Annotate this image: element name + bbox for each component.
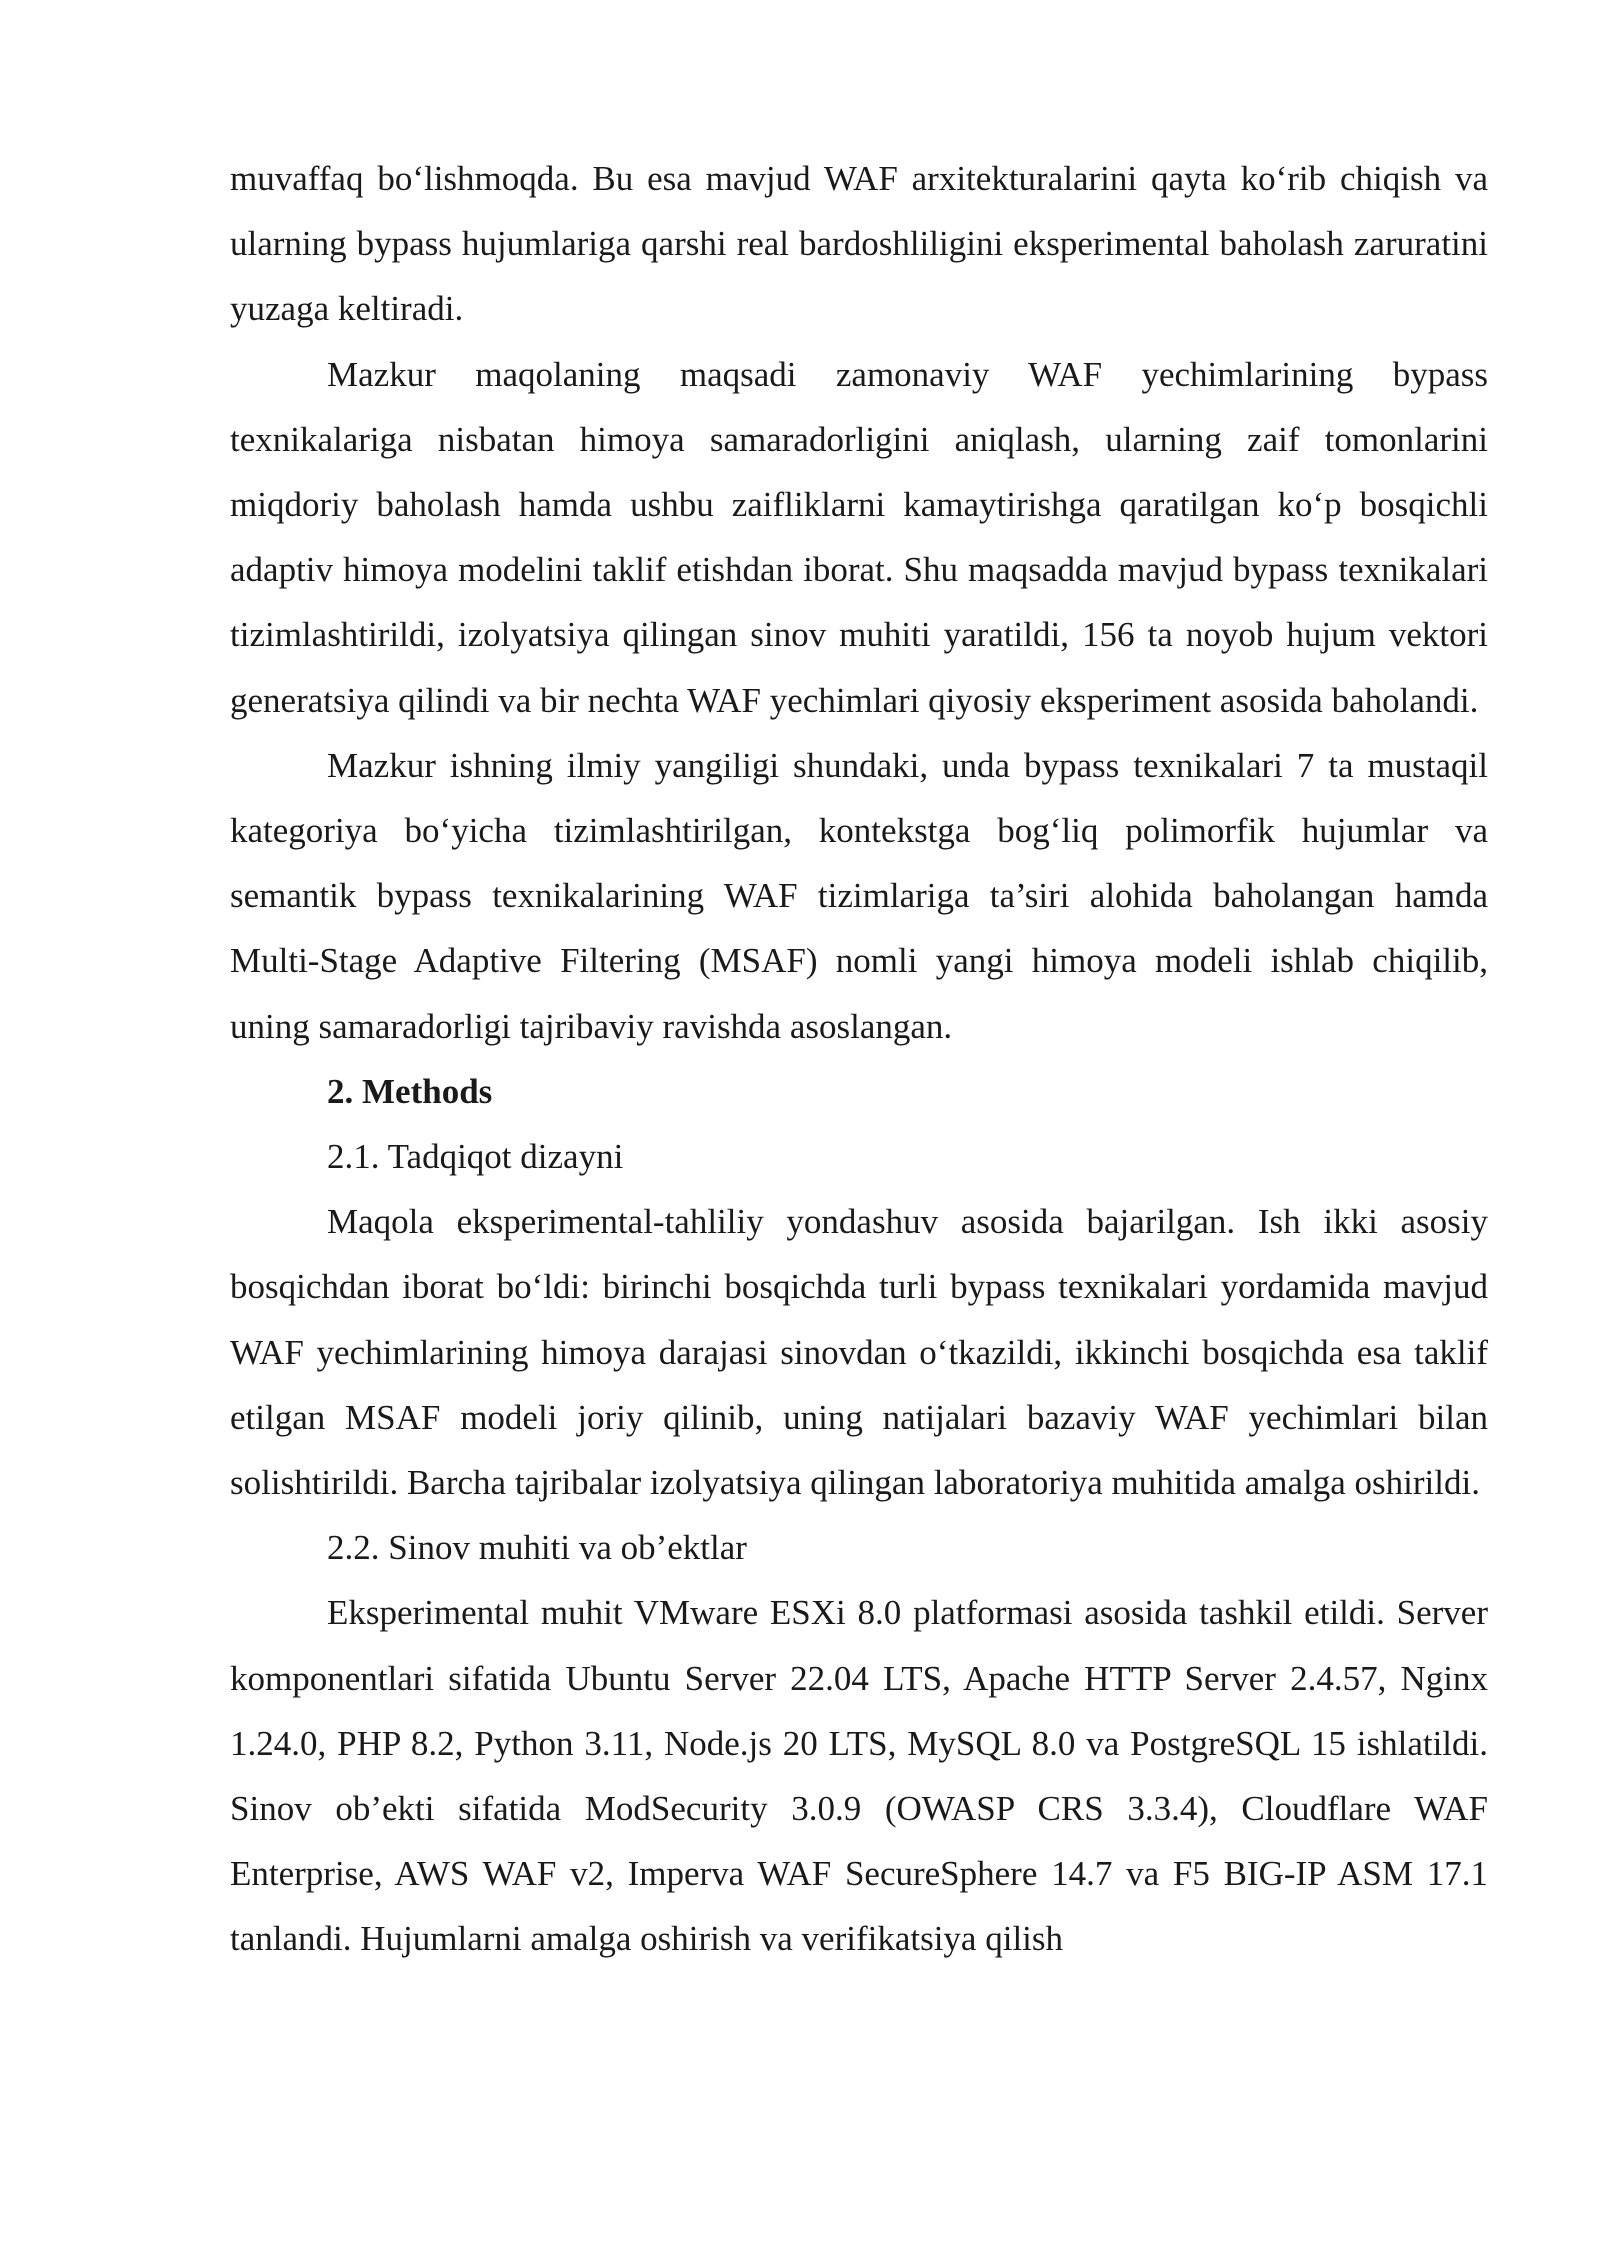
paragraph-test-environment: Eksperimental muhit VMware ESXi 8.0 platformasi asosida tashkil etildi. Server komponentlari sifatida Ubuntu Server 22.04 LTS, Apache HTTP Server 2.4.57, Nginx 1.24.0, PHP 8.2, Python 3.11, Node.js 20 LTS, MySQL 8.0 va PostgreSQL 15 ishlatildi. Sinov ob’ekti sifatida ModSecurity 3.0.9 (OWASP CRS 3.3.4), Cloudflare WAF Enterprise, AWS WAF v2, Imperva WAF SecureSphere 14.7 va F5 BIG-IP ASM 17.1 tanlandi. Hujumlarni amalga oshirish va verifikatsiya qilish: [230, 1593, 1488, 1959]
subsection-title-test-environment: 2.2. Sinov muhiti va ob’ektlar: [327, 1528, 747, 1568]
section-heading-methods: 2. Methods: [327, 1071, 493, 1111]
paragraph-novelty: Mazkur ishning ilmiy yangiligi shundaki, unda bypass texnikalari 7 ta mustaqil kategoriya bo‘yicha tizimlashtirilgan, kontekstga bog‘liq polimorfik hujumlar va semantik bypass texnikalarining WAF tizimlariga ta’siri alohida baholangan hamda Multi-Stage Adaptive Filtering (MSAF) nomli yangi himoya modeli ishlab chiqilib, uning samaradorligi tajribaviy ravishda asoslangan.: [230, 745, 1488, 1046]
paragraph-continuation: muvaffaq bo‘lishmoqda. Bu esa mavjud WAF arxitekturalarini qayta ko‘rib chiqish va ularning bypass hujumlariga qarshi real bardoshliligini eksperimental baholash zaruratini yuzaga keltiradi.: [230, 159, 1488, 329]
document-page: [230, 146, 1488, 1972]
paragraph-purpose: Mazkur maqolaning maqsadi zamonaviy WAF yechimlarining bypass texnikalariga nisbatan himoya samaradorligini aniqlash, ularning zaif tomonlarini miqdoriy baholash hamda ushbu zaifliklarni kamaytirishga qaratilgan ko‘p bosqichli adaptiv himoya modelini taklif etishdan iborat. Shu maqsadda mavjud bypass texnikalari tizimlashtirildi, izolyatsiya qilingan sinov muhiti yaratildi, 156 ta noyob hujum vektori generatsiya qilindi va bir nechta WAF yechimlari qiyosiy eksperiment asosida baholandi.: [230, 354, 1488, 720]
subsection-title-research-design: 2.1. Tadqiqot dizayni: [327, 1137, 624, 1177]
paragraph-research-design: Maqola eksperimental-tahliliy yondashuv asosida bajarilgan. Ish ikki asosiy bosqichdan iborat bo‘ldi: birinchi bosqichda turli bypass texnikalari yordamida mavjud WAF yechimlarining himoya darajasi sinovdan o‘tkazildi, ikkinchi bosqichda esa taklif etilgan MSAF modeli joriy qilinib, uning natijalari bazaviy WAF yechimlari bilan solishtirildi. Barcha tajribalar izolyatsiya qilingan laboratoriya muhitida amalga oshirildi.: [230, 1202, 1488, 1503]
